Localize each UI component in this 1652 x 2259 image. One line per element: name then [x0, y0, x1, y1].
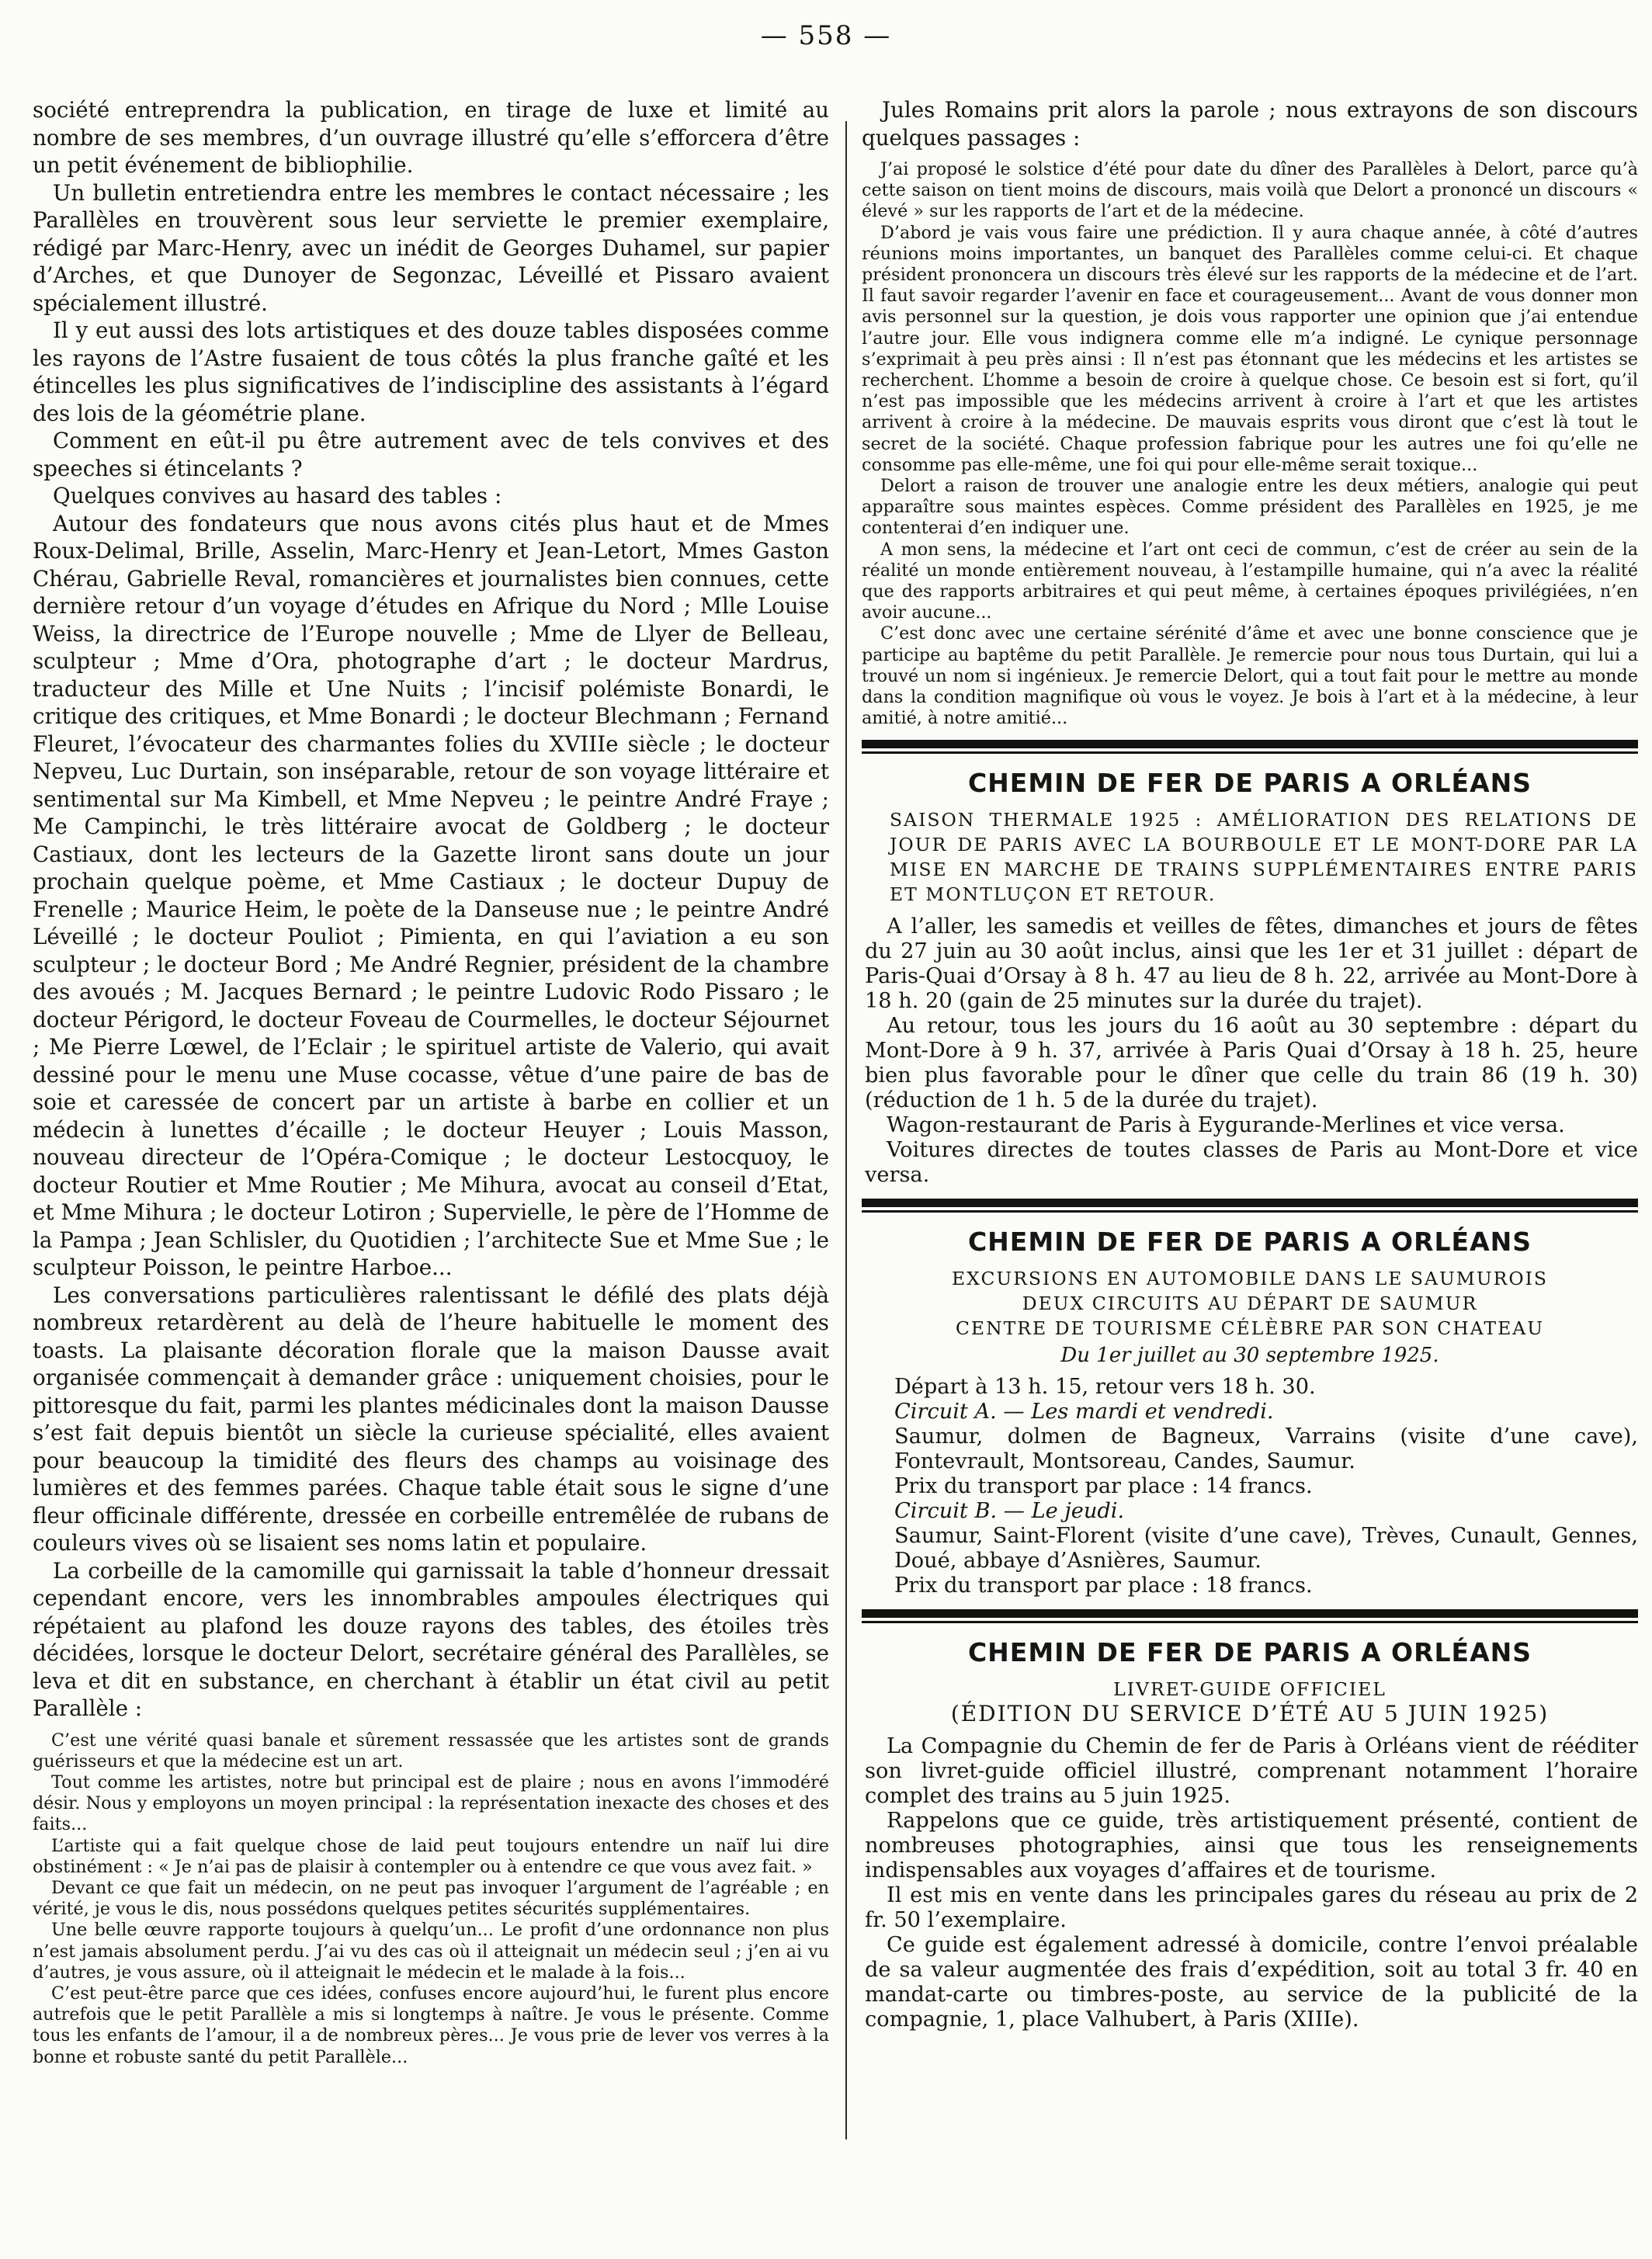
paragraph: société entreprendra la publication, en tirage de luxe et limité au nombre de ses membres, d’un ouvrage illustré qu’elle s’efforcera d’être un petit événement de bibliophilie. — [33, 97, 829, 178]
quote-paragraph: Delort a raison de trouver une analogie entre les deux métiers, analogie qui peut apparaître sous maintes espèces. Comme président des Parallèles en 1925, je me contenterai d’en indiquer une. — [862, 476, 1638, 539]
notice-paragraph: Wagon-restaurant de Paris à Eygurande-Merlines et vice versa. — [887, 1113, 1565, 1138]
notice-line: Prix du transport par place : 14 francs. — [894, 1474, 1313, 1499]
paragraph: Quelques convives au hasard des tables : — [53, 483, 502, 508]
notice-line: Circuit A. — Les mardi et vendredi. — [894, 1400, 1274, 1424]
notice-line: Prix du transport par place : 18 francs. — [894, 1574, 1313, 1598]
notice-saison-thermale — [862, 740, 1638, 1188]
notice-line: Circuit B. — Le jeudi. — [894, 1499, 1125, 1524]
notice-subhead: (ÉDITION DU SERVICE D’ÉTÉ AU 5 JUIN 1925) — [950, 1701, 1550, 1727]
quote-paragraph: D’abord je vais vous faire une prédiction. Il y aura chaque année, à côté d’autres réunions moins importantes, un banquet des Parallèles comme celui-ci. Et chaque président prononcera un discours très élevé sur les rapports de la médecine et de l’art. Il faut savoir regarder l’avenir en face et courageusement... Avant de vous donner mon avis personnel sur la question, je dois vous rapporter une opinion que j’ai entendue l’autre jour. Elle vous indignera comme elle m’a indigné. Le cynique personnage s’exprimait à peu près ainsi : Il n’est pas étonnant que les médecins et les artistes se recherchent. L’homme a besoin de croire à quelque chose. Ce besoin est si fort, qu’il n’est pas impossible que les médecins arrivent à croire à l’art et que les artistes arrivent à croire à la médecine. De mauvais esprits vous diront que c’est là tout le secret de la société. Chaque profession fabrique pour les autres une foi qu’elle ne consomme pas elle-même, une foi qui pour elle-même serait toxique... — [862, 222, 1638, 475]
paragraph: Il y eut aussi des lots artistiques et des douze tables disposées comme les rayons de l’Astre fusaient de tous côtés la plus franche gaîté et les étincelles les plus significatives de l’indiscipline des assistants à l’égard des lois de la géométrie plane. — [33, 318, 829, 426]
notice-line: Saumur, dolmen de Bagneux, Varrains (visite d’une cave), Fontevrault, Montsoreau, Candes, Saumur. — [894, 1424, 1638, 1474]
notice-paragraph: Au retour, tous les jours du 16 août au 30 septembre : départ du Mont-Dore à 9 h. 37, arrivée à Paris Quai d’Orsay à 18 h. 25, heure bien plus favorable pour le dîner que celle du train 86 (19 h. 30) (réduction de 1 h. 5 de la durée du trajet). — [865, 1014, 1638, 1113]
notice-subhead: CENTRE DE TOURISME CÉLÈBRE PAR SON CHATEAU — [955, 1317, 1545, 1340]
quote-paragraph: J’ai proposé le solstice d’été pour date du dîner des Parallèles à Delort, parce qu’à cette saison on tient moins de discours, mais voilà que Delort a prononcé un discours « élevé » sur les rapports de l’art et de la médecine. — [862, 159, 1638, 222]
paragraph: Un bulletin entretiendra entre les membres le contact nécessaire ; les Parallèles en trouvèrent sous leur serviette le premier exemplaire, rédigé par Marc-Henry, avec un inédit de Georges Duhamel, sur papier d’Arches, et que Dunoyer de Segonzac, Léveillé et Pissaro avaient spécialement illustré. — [33, 179, 829, 316]
right-column — [862, 96, 1638, 2032]
notice-subhead: LIVRET-GUIDE OFFICIEL — [1113, 1678, 1386, 1701]
notice-line: Saumur, Saint-Florent (visite d’une cave), Trèves, Cunault, Gennes, Doué, abbaye d’Asnières, Saumur. — [894, 1524, 1638, 1574]
notice-body — [862, 914, 1638, 1188]
left-column — [33, 96, 829, 2068]
notice-title: CHEMIN DE FER DE PARIS A ORLÉANS — [967, 1637, 1532, 1668]
quote-paragraph: A mon sens, la médecine et l’art ont ceci de commun, c’est de créer au sein de la réalité un monde entièrement nouveau, à l’estampille humaine, qui n’a avec la réalité que des rapports arbitraires et qui peut même, à certaines époques privilégiées, n’en avoir aucune... — [862, 539, 1638, 623]
notice-paragraph: Ce guide est également adressé à domicile, contre l’envoi préalable de sa valeur augmentée des frais d’expédition, soit au total 3 fr. 40 en mandat-carte ou timbres-poste, au service de la publicité de la compagnie, 1, place Valhubert, à Paris (XIIIe). — [865, 1933, 1638, 2032]
page-number: — 558 — — [760, 20, 892, 51]
quote-paragraph: Tout comme les artistes, notre but principal est de plaire ; nous en avons l’immodéré désir. Nous y employons un moyen principal : la représentation inexacte des choses et des faits... — [33, 1771, 829, 1835]
notice-paragraph: La Compagnie du Chemin de fer de Paris à Orléans vient de rééditer son livret-guide officiel illustré, comprenant notamment l’horaire complet des trains au 5 juin 1925. — [865, 1734, 1638, 1809]
notice-livret-guide — [862, 1609, 1638, 2032]
column-divider — [845, 121, 847, 2139]
notice-line: Départ à 13 h. 15, retour vers 18 h. 30. — [894, 1375, 1316, 1400]
delort-speech-quote — [33, 1730, 829, 2068]
quote-paragraph: C’est peut-être parce que ces idées, confuses encore aujourd’hui, le furent plus encore autrefois que le petit Parallèle a mis si longtemps à naître. Je vous le présente. Comme tous les enfants de l’amour, il a de nombreux pères... Je vous prie de lever vos verres à la bonne et robuste santé du petit Parallèle... — [33, 1983, 829, 2067]
notice-paragraph: Voitures directes de toutes classes de Paris au Mont-Dore et vice versa. — [865, 1138, 1638, 1188]
notice-rule — [862, 1199, 1638, 1213]
paragraph: Les conversations particulières ralentissant le défilé des plats déjà nombreux retardèrent au delà de l’heure habituelle le moment des toasts. La plaisante décoration florale que la maison Dausse avait organisée commençait à demander grâce : uniquement choisies, pour le pittoresque du fait, parmi les plantes médicinales dont la maison Dausse s’est fait depuis bientôt un siècle la curieuse spécialité, elles avaient pour beaucoup la timidité des fleurs des champs au voisinage des lumières et des femmes parées. Chaque table était sous le signe d’une fleur officinale différente, dressée en corbeille entremêlée de rubans de couleurs vives où se lisaient ses noms latin et populaire. — [33, 1282, 829, 1556]
romains-intro: Jules Romains prit alors la parole ; nous extrayons de son discours quelques passages : — [862, 97, 1638, 151]
quote-paragraph: Devant ce que fait un médecin, on ne peut pas invoquer l’argument de l’agréable ; en vérité, je vous le dis, nous possédons quelques petites sécurités supplémentaires. — [33, 1877, 829, 1920]
notice-rule — [862, 740, 1638, 754]
quote-paragraph: Une belle œuvre rapporte toujours à quelqu’un... Le profit d’une ordonnance non plus n’est jamais absolument perdu. J’ai vu des cas où il atteignait un médecin seul ; j’en ai vu d’autres, je vous assure, où il atteignait le médecin et le malade à la fois... — [33, 1920, 829, 1983]
notice-paragraph: Rappelons que ce guide, très artistiquement présenté, contient de nombreuses photographies, ainsi que tous les renseignements indispensables aux voyages d’affaires et de tourisme. — [865, 1809, 1638, 1883]
notice-subhead: DEUX CIRCUITS AU DÉPART DE SAUMUR — [1022, 1293, 1478, 1315]
notice-paragraph: Il est mis en vente dans les principales gares du réseau au prix de 2 fr. 50 l’exemplaire. — [865, 1883, 1638, 1933]
notice-subhead: EXCURSIONS EN AUTOMOBILE DANS LE SAUMUROIS — [951, 1268, 1548, 1290]
notice-body — [862, 1734, 1638, 2032]
notice-dates: Du 1er juillet au 30 septembre 1925. — [1060, 1344, 1439, 1368]
notice-title: CHEMIN DE FER DE PARIS A ORLÉANS — [967, 1227, 1532, 1258]
paragraph: Comment en eût-il pu être autrement avec de tels convives et des speeches si étincelants ? — [33, 428, 829, 481]
quote-paragraph: C’est donc avec une certaine sérénité d’âme et avec une bonne conscience que je participe au baptême du petit Parallèle. Je remercie pour nous tous Durtain, qui lui a trouvé un nom si ingénieux. Je remercie Delort, qui a tout fait pour le mettre au monde dans la condition magnifique où vous le voyez. Je bois à l’art et à la médecine, à leur amitié, à notre amitié... — [862, 623, 1638, 729]
quote-paragraph: C’est une vérité quasi banale et sûrement ressassée que les artistes sont de grands guérisseurs et que la médecine est un art. — [33, 1730, 829, 1771]
notice-subhead: SAISON THERMALE 1925 : AMÉLIORATION DES RELATIONS DE JOUR DE PARIS AVEC LA BOURBOULE ET LE MONT-DORE PAR LA MISE EN MARCHE DE TRAINS SUPPLÉMENTAIRES ENTRE PARIS ET MONTLUÇON ET RETOUR. — [890, 809, 1638, 906]
quote-paragraph: L’artiste qui a fait quelque chose de laid peut toujours entendre un naïf lui dire obstinément : « Je n’ai pas de plaisir à contempler ou à entendre ce que vous avez fait. » — [33, 1835, 829, 1877]
paragraph: La corbeille de la camomille qui garnissait la table d’honneur dressait cependant encore, vers les innombrables ampoules électriques qui répétaient au plafond les douze rayons des tables, des étoiles très décidées, lorsque le docteur Delort, secrétaire général des Parallèles, se leva et dit en substance, en cherchant à établir un état civil au petit Parallèle : — [33, 1557, 829, 1721]
notice-rule — [862, 1609, 1638, 1623]
notice-body — [862, 1375, 1638, 1598]
romains-speech-quote — [862, 159, 1638, 729]
notice-paragraph: A l’aller, les samedis et veilles de fêtes, dimanches et jours de fêtes du 27 juin au 30 août inclus, ainsi que les 1er et 31 juillet : départ de Paris-Quai d’Orsay à 8 h. 47 au lieu de 8 h. 22, arrivée au Mont-Dore à 18 h. 20 (gain de 25 minutes sur la durée du trajet). — [865, 914, 1638, 1014]
notice-title: CHEMIN DE FER DE PARIS A ORLÉANS — [967, 768, 1532, 799]
paragraph: Autour des fondateurs que nous avons cités plus haut et de Mmes Roux-Delimal, Brille, Asselin, Marc-Henry et Jean-Letort, Mmes Gaston Chérau, Gabrielle Reval, romancières et journalistes bien connues, cette dernière retour d’un voyage d’études en Afrique du Nord ; Mlle Louise Weiss, la directrice de l’Europe nouvelle ; Mme de Llyer de Belleau, sculpteur ; Mme d’Ora, photographe d’art ; le docteur Mardrus, traducteur des Mille et Une Nuits ; l’incisif polémiste Bonardi, le critique des critiques, et Mme Bonardi ; le docteur Blechmann ; Fernand Fleuret, l’évocateur des charmantes folies du XVIIIe siècle ; le docteur Nepveu, Luc Durtain, son inséparable, retour de son voyage littéraire et sentimental sur Ma Kimbell, et Mme Nepveu ; le peintre André Fraye ; Me Campinchi, le très littéraire avocat de Goldberg ; le docteur Castiaux, dont les lecteurs de la Gazette liront sans doute un jour prochain quelque poème, et Mme Castiaux ; le docteur Dupuy de Frenelle ; Maurice Heim, le poète de la Danseuse nue ; le peintre André Léveillé ; le docteur Pouliot ; Pimienta, en qui l’aviation a eu son sculpteur ; le docteur Bord ; Me André Regnier, président de la chambre des avoués ; M. Jacques Bernard ; le peintre Ludovic Rodo Pissaro ; le docteur Périgord, le docteur Foveau de Courmelles, le docteur Séjournet ; Me Pierre Lœwel, de l’Eclair ; le spirituel artiste de Valerio, qui avait dessiné pour le menu une Muse cocasse, vêtue d’une paire de bas de soie et caressée de concert par un artiste à barbe en collier et un médecin à lunettes d’écaille ; le docteur Heuyer ; Louis Masson, nouveau directeur de l’Opéra-Comique ; le docteur Lestocquoy, le docteur Routier et Mme Routier ; Me Mihura, avocat au conseil d’Etat, et Mme Mihura ; le docteur Lotiron ; Supervielle, le père de l’Homme de la Pampa ; Jean Schlisler, du Quotidien ; l’architecte Sue et Mme Sue ; le sculpteur Poisson, le peintre Harboe... — [33, 510, 829, 1280]
notice-excursions-saumurois — [862, 1199, 1638, 1598]
